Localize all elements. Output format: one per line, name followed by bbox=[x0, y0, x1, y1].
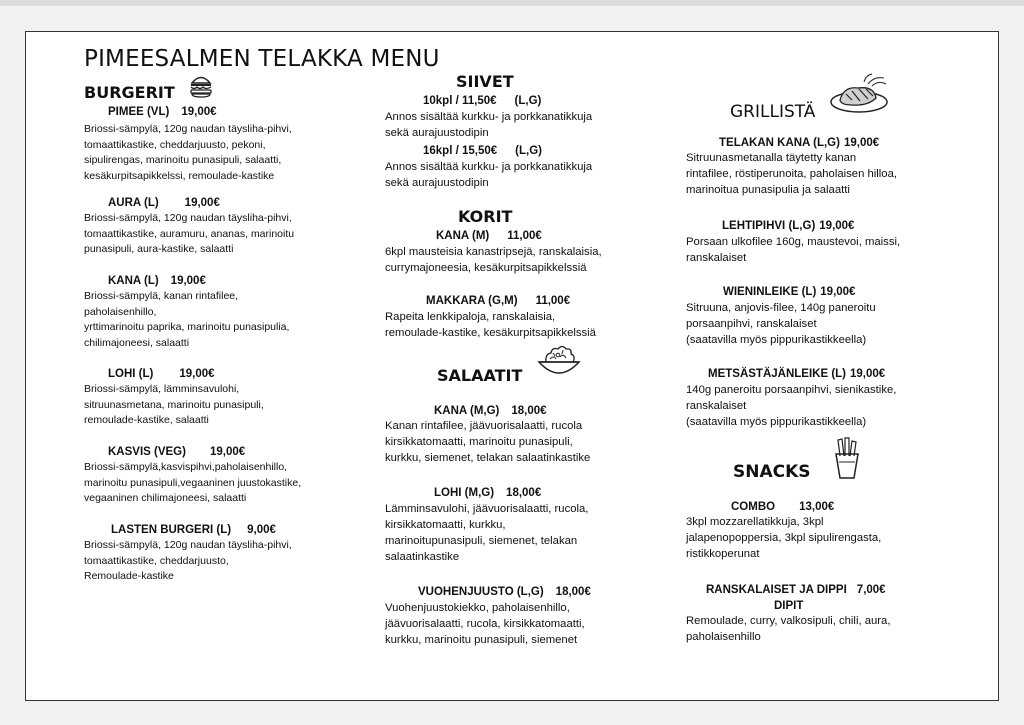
item-name: KASVIS (VEG) bbox=[108, 446, 186, 458]
item-name: PIMEE (VL) bbox=[108, 106, 170, 118]
menu-item-wieninleike-desc bbox=[686, 296, 876, 348]
item-description: Briossi-sämpylä, 120g naudan täysliha-pihvi, tomaattikastike, auramuru, ananas, marinoitu punasipuli, aura-kastike, salaatti bbox=[84, 212, 295, 255]
menu-item-kasvis-desc bbox=[84, 457, 301, 507]
item-description: Annos sisältää kurkku- ja porkkanatikkuja sekä aurajuustodipin bbox=[385, 111, 593, 139]
fries-icon bbox=[832, 436, 862, 480]
menu-item-metsastajanleike-desc bbox=[686, 378, 896, 430]
item-description: 140g paneroitu porsaanpihvi, sienikastike, ranskalaiset (saatavilla myös pippurikastikkeella) bbox=[686, 384, 897, 428]
item-price: 13,00€ bbox=[799, 501, 835, 513]
item-price: 19,00€ bbox=[820, 286, 856, 298]
section-heading-grillista: GRILLISTÄ bbox=[730, 102, 816, 122]
menu-item-aura-desc bbox=[84, 208, 294, 258]
item-description: Kanan rintafilee, jäävuorisalaatti, rucola kirsikkatomaatti, marinoitu punasipuli, kurkku, siemenet, telakan salaatinkastike bbox=[385, 420, 591, 464]
burger-icon bbox=[190, 72, 212, 98]
menu-item-lohi-salaatti-desc bbox=[385, 497, 588, 565]
item-name: AURA (L) bbox=[108, 197, 159, 209]
item-name: RANSKALAISET JA DIPPI bbox=[706, 584, 847, 596]
menu-item-lasten-burgeri-desc bbox=[84, 535, 292, 585]
item-name: LEHTIPIHVI (L,G) bbox=[722, 220, 816, 232]
menu-item-kana-burger-desc bbox=[84, 286, 289, 351]
menu-item-ranskalaiset-dippi-desc bbox=[686, 609, 890, 645]
item-price: 7,00€ bbox=[856, 584, 886, 596]
menu-page bbox=[25, 31, 999, 701]
item-description: Briossi-sämpylä, 120g naudan täysliha-pihvi, tomaattikastike, cheddarjuusto, Remoulade-kastike bbox=[84, 539, 292, 582]
menu-item-telakan-kana-desc bbox=[686, 146, 897, 198]
item-price: 18,00€ bbox=[506, 487, 542, 499]
item-description: Briossi-sämpylä, lämminsavulohi, sitruunasmetana, marinoitu punasipuli, remoulade-kastike, salaatti bbox=[84, 383, 264, 426]
item-description: 3kpl mozzarellatikkuja, 3kpl jalapenopoppersia, 3kpl sipulirengasta, ristikkoperunat bbox=[686, 516, 882, 560]
item-description: 6kpl mausteisia kanastripsejä, ranskalaisia, currymajoneesia, kesäkurpitsapikkelssiä bbox=[385, 246, 602, 274]
menu-item-vuohenjuusto-desc bbox=[385, 596, 585, 648]
item-name: LOHI (L) bbox=[108, 368, 154, 380]
section-heading-siivet: SIIVET bbox=[456, 72, 514, 91]
grilled-meat-plate-icon bbox=[828, 72, 890, 116]
item-description: Sitruuna, anjovis-filee, 140g paneroitu porsaanpihvi, ranskalaiset (saatavilla myös pippurikastikkeella) bbox=[686, 302, 876, 346]
item-price: 19,00€ bbox=[819, 220, 855, 232]
item-name: KANA (M,G) bbox=[434, 405, 500, 417]
viewer-top-bar bbox=[0, 0, 1024, 6]
menu-item-kana-salaatti-desc bbox=[385, 414, 590, 466]
item-name: LOHI (M,G) bbox=[434, 487, 495, 499]
section-heading-salaatit: SALAATIT bbox=[437, 366, 523, 385]
item-subname: DIPIT bbox=[774, 600, 804, 612]
item-description: Lämminsavulohi, jäävuorisalaatti, rucola, kirsikkatomaatti, kurkku, marinoitupunasipuli, siemenet, telakan salaatinkastike bbox=[385, 503, 589, 563]
section-heading-korit: KORIT bbox=[458, 207, 513, 226]
item-description: Rapeita lenkkipaloja, ranskalaisia, remoulade-kastike, kesäkurpitsapikkelssiä bbox=[385, 311, 596, 339]
section-heading-burgerit: BURGERIT bbox=[84, 83, 175, 102]
menu-item-siivet-16-desc bbox=[385, 155, 592, 191]
item-price: 19,00€ bbox=[850, 368, 886, 380]
item-description: Briossi-sämpylä, 120g naudan täysliha-pihvi, tomaattikastike, cheddarjuusto, pekoni, sipulirengas, marinoitu punasipuli, salaatti, kesäkurpitsapikkelssi, remoulade-kastike bbox=[84, 123, 292, 182]
menu-item-lehtipihvi-desc bbox=[686, 230, 900, 266]
section-heading-snacks: SNACKS bbox=[733, 462, 811, 482]
item-price: 19,00€ bbox=[181, 106, 217, 118]
item-price: 11,00€ bbox=[535, 295, 571, 307]
item-description: Remoulade, curry, valkosipuli, chili, aura, paholaisenhillo bbox=[686, 615, 891, 643]
item-name: VUOHENJUUSTO (L,G) bbox=[418, 586, 544, 598]
salad-bowl-icon bbox=[536, 342, 582, 380]
menu-item-kana-kori-desc bbox=[385, 240, 602, 276]
item-price: 18,00€ bbox=[511, 405, 547, 417]
item-description: Briossi-sämpylä,kasvispihvi,paholaisenhillo, marinoitu punasipuli,vegaaninen juustokastike, vegaaninen chilimajoneesi, salaatti bbox=[84, 461, 302, 504]
item-price: 19,00€ bbox=[170, 275, 206, 287]
item-description: Sitruunasmetanalla täytetty kanan rintafilee, röstiperunoita, paholaisen hilloa, marinoitua punasipulia ja salaatti bbox=[686, 152, 898, 196]
menu-item-pimee-desc bbox=[84, 119, 292, 184]
item-name: KANA (L) bbox=[108, 275, 159, 287]
menu-title: PIMEESALMEN TELAKKA MENU bbox=[84, 46, 440, 72]
item-name: LASTEN BURGERI (L) bbox=[111, 524, 232, 536]
menu-item-makkara-desc bbox=[385, 305, 596, 341]
menu-item-siivet-10-desc bbox=[385, 105, 592, 141]
item-price: 11,00€ bbox=[507, 230, 542, 242]
item-description: Porsaan ulkofilee 160g, maustevoi, maissi, ranskalaiset bbox=[686, 236, 901, 264]
item-description: Vuohenjuustokiekko, paholaisenhillo, jäävuorisalaatti, rucola, kirsikkatomaatti, kurkku, marinoitu punasipuli, siemenet bbox=[385, 602, 585, 646]
item-name: TELAKAN KANA (L,G) bbox=[719, 137, 840, 149]
item-price: 18,00€ bbox=[555, 586, 591, 598]
item-description: Annos sisältää kurkku- ja porkkanatikkuja sekä aurajuustodipin bbox=[385, 161, 593, 189]
item-name: METSÄSTÄJÄNLEIKE (L) bbox=[708, 368, 846, 380]
item-name: MAKKARA (G,M) bbox=[426, 295, 518, 307]
item-price: 19,00€ bbox=[184, 197, 220, 209]
item-name: COMBO bbox=[731, 501, 776, 513]
item-description: Briossi-sämpylä, kanan rintafilee, paholaisenhillo, yrttimarinoitu paprika, marinoitu punasipulia, chilimajoneesi, salaatti bbox=[84, 290, 290, 349]
item-name: WIENINLEIKE (L) bbox=[723, 286, 817, 298]
menu-item-lohi-burger-desc bbox=[84, 379, 264, 429]
item-price: 19,00€ bbox=[209, 446, 246, 458]
item-name: 10kpl / 11,50€ bbox=[423, 95, 497, 107]
item-diet: (L,G) bbox=[515, 145, 542, 157]
item-price: 19,00€ bbox=[843, 137, 880, 149]
item-price: 19,00€ bbox=[179, 368, 215, 380]
menu-item-combo-desc bbox=[686, 510, 881, 562]
item-diet: (L,G) bbox=[514, 95, 542, 107]
item-name: 16kpl / 15,50€ bbox=[423, 145, 498, 157]
item-name: KANA (M) bbox=[436, 230, 490, 242]
menu-item-pimee bbox=[108, 105, 217, 119]
item-price: 9,00€ bbox=[247, 524, 276, 536]
